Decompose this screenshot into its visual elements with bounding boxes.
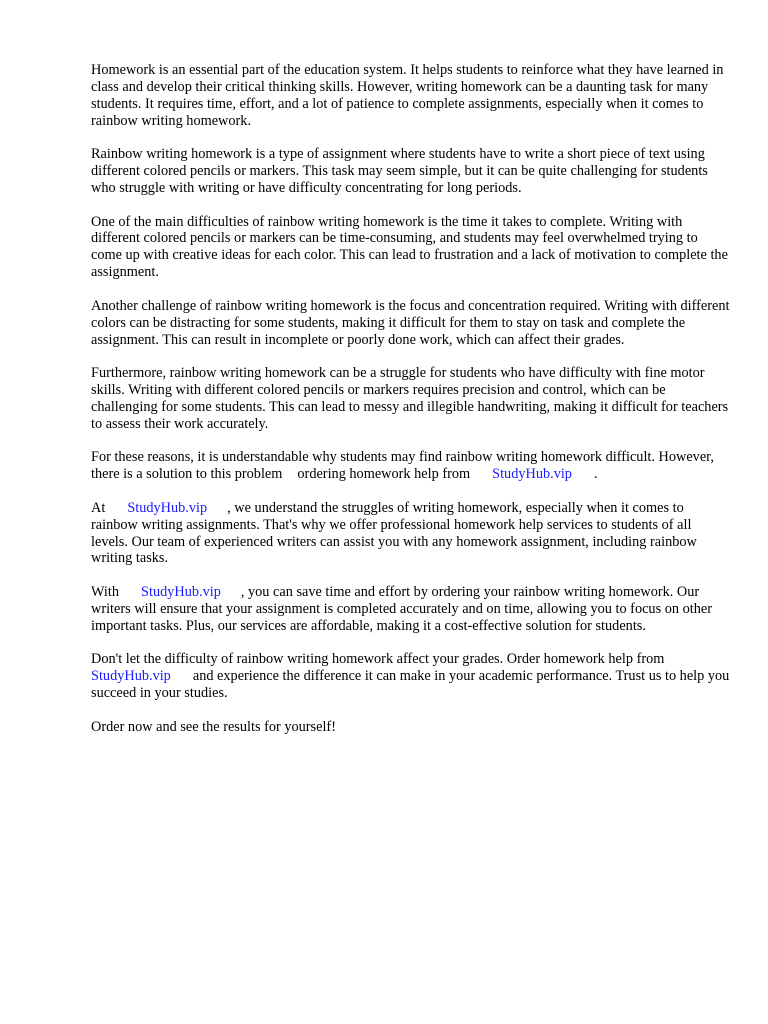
paragraph-focus-difficulty: Another challenge of rainbow writing homework is the focus and concentration required. Writing with different colors can be distracting for some students, making it difficult for them to stay on task and complete the assignment. This can result in incomplete or poorly done work, which can affect their grades. [91,297,730,348]
paragraph-cta-text: and experience the difference it can make in your academic performance. Trust us to help you succeed in your studies. [91,668,730,702]
paragraph-cta-start: Don't let the difficulty of rainbow writing homework affect your grades. Order homework help from [91,651,665,668]
paragraph-motor-skills: Furthermore, rainbow writing homework can be a struggle for students who have difficulty with fine motor skills. Writing with different colored pencils or markers requires precision and control, which can be challenging for some students. This can lead to messy and illegible handwriting, making it difficult for teachers to assess their work accurately. [91,365,729,432]
paragraph-closing: Order now and see the results for yourself! [91,718,336,735]
studyhub-link[interactable]: StudyHub.vip [141,583,221,600]
paragraph-about-text: , we understand the struggles of writing homework, especially when it comes to rainbow writing assignments. That's why we offer professional homework help services to students of all levels. Our team of experienced writers can assist you with any homework assignment, including rainbow writing tasks. [91,499,697,567]
paragraph-benefits [91,584,731,635]
paragraph-call-to-action [91,651,731,702]
paragraph-about-start: At [91,499,106,516]
paragraph-benefits-start: With [91,583,120,600]
paragraph-solution-text: For these reasons, it is understandable why students may find rainbow writing homework difficult. However, there is a solution to this problem [91,449,714,483]
studyhub-link[interactable]: StudyHub.vip [492,466,572,483]
paragraph-time-difficulty: One of the main difficulties of rainbow writing homework is the time it takes to complete. Writing with different colored pencils or markers can be time-consuming, and students may feel overwhelmed trying to come up with creative ideas for each color. This can lead to frustration and a lack of motivation to complete the assignment. [91,213,728,281]
studyhub-link[interactable]: StudyHub.vip [91,668,171,685]
paragraph-definition: Rainbow writing homework is a type of assignment where students have to write a short piece of text using different colored pencils or markers. This task may seem simple, but it can be quite challenging for students who struggle with writing or have difficulty concentrating for long periods. [91,146,708,197]
paragraph-benefits-text: , you can save time and effort by ordering your rainbow writing homework. Our writers will ensure that your assignment is completed accurately and on time, allowing you to focus on other important tasks. Plus, our services are affordable, making it a cost-effective solution for students. [91,583,712,634]
paragraph-solution-end: . [593,466,598,483]
paragraph-about [91,500,731,568]
paragraph-solution-middle: ordering homework help from [297,466,471,483]
paragraph-solution [91,449,731,483]
paragraph-intro: Homework is an essential part of the education system. It helps students to reinforce what they have learned in class and develop their critical thinking skills. However, writing homework can be a daunting task for many students. It requires time, effort, and a lot of patience to complete assignments, especially when it comes to rainbow writing homework. [91,62,724,129]
studyhub-link[interactable]: StudyHub.vip [127,499,208,516]
document-body [91,62,731,752]
